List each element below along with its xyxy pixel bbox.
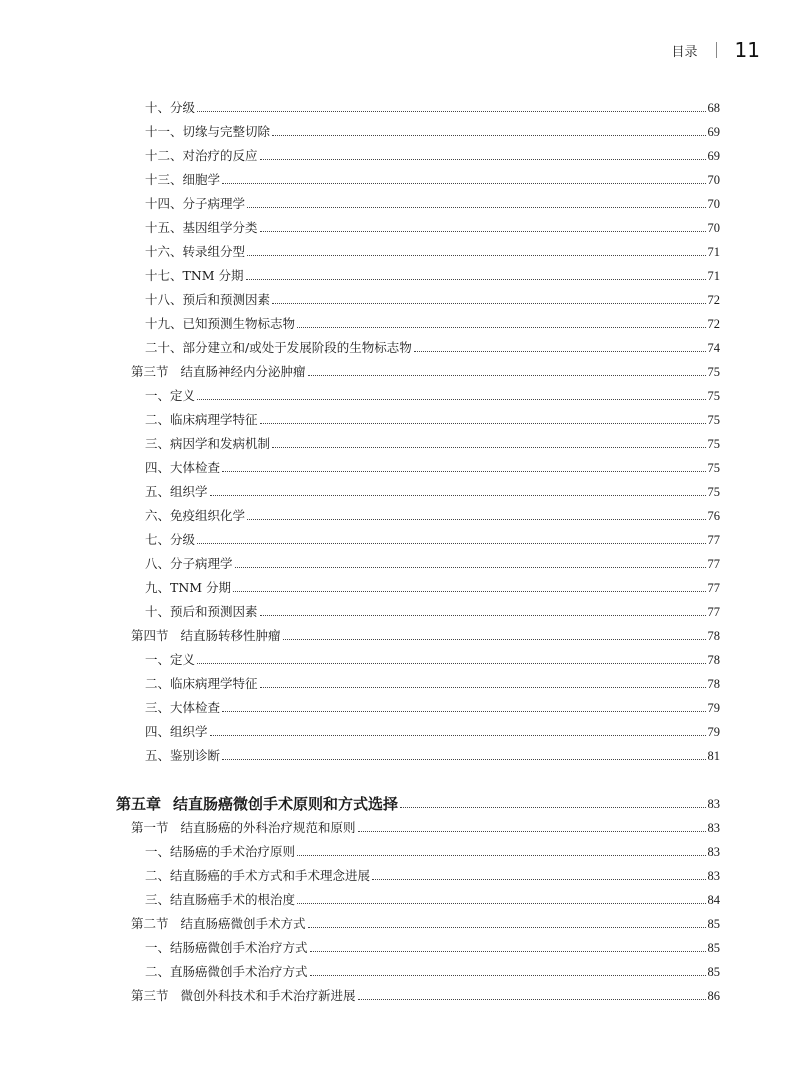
running-header <box>672 38 760 62</box>
toc-entry-text: 四、组织学 <box>145 724 208 739</box>
toc-entry-page: 78 <box>707 629 720 643</box>
dot-leader <box>260 687 706 688</box>
toc-entry-label <box>145 532 195 548</box>
toc-entry-label <box>145 868 370 884</box>
toc-entry-label <box>145 892 295 908</box>
dot-leader <box>235 567 706 568</box>
toc-entry-label <box>145 748 220 764</box>
toc-entry-text: 三、病因学和发病机制 <box>145 436 271 451</box>
dot-leader <box>272 303 705 304</box>
toc-item-row <box>145 264 720 284</box>
toc-entry-page: 86 <box>707 989 720 1003</box>
toc-entry-label <box>145 100 195 116</box>
dot-leader <box>246 279 706 280</box>
dot-leader <box>247 255 705 256</box>
toc-entry-page: 75 <box>707 365 720 379</box>
toc-entry-text: 二、临床病理学特征 <box>145 412 258 427</box>
toc-item-row <box>145 672 720 692</box>
toc-item-row <box>145 528 720 548</box>
toc-item-row <box>145 408 720 428</box>
dot-leader <box>260 423 706 424</box>
toc-entry-page: 79 <box>707 701 720 715</box>
toc-entry-page: 72 <box>707 317 720 331</box>
toc-entry-page: 70 <box>707 221 720 235</box>
toc-section-row <box>131 360 720 380</box>
toc-entry-label <box>145 316 295 332</box>
toc-entry-text: 三、结直肠癌手术的根治度 <box>145 892 296 907</box>
toc-entry-page: 77 <box>707 581 720 595</box>
toc-item-row <box>145 840 720 860</box>
dot-leader <box>260 231 706 232</box>
toc-entry-label <box>145 508 245 524</box>
toc-entry-text: 微创外科技术和手术治疗新进展 <box>180 988 356 1003</box>
toc-entry-text: 十八、预后和预测因素 <box>145 292 271 307</box>
dot-leader <box>222 471 705 472</box>
toc-item-row <box>145 216 720 236</box>
dot-leader <box>197 399 705 400</box>
toc-entry-label <box>145 724 208 740</box>
toc-entry-text: 一、结肠癌微创手术治疗方式 <box>145 940 308 955</box>
toc-entry-page: 85 <box>707 917 720 931</box>
toc-item-row <box>145 432 720 452</box>
toc-entry-page: 83 <box>707 821 720 835</box>
dot-leader <box>297 327 705 328</box>
toc-entry-label <box>145 580 231 596</box>
dot-leader <box>260 159 706 160</box>
toc-entry-page: 85 <box>707 941 720 955</box>
dot-leader <box>283 639 706 640</box>
toc-entry-label <box>145 412 258 428</box>
toc-entry-page: 81 <box>707 749 720 763</box>
dot-leader <box>222 711 705 712</box>
dot-leader <box>197 663 705 664</box>
toc-entry-label <box>145 220 258 236</box>
toc-entry-text: 结直肠癌的外科治疗规范和原则 <box>180 820 356 835</box>
toc-entry-text: 十、预后和预测因素 <box>145 604 258 619</box>
toc-entry-label <box>145 652 195 668</box>
toc-entry-label <box>145 556 233 572</box>
toc-item-row <box>145 960 720 980</box>
toc-entry-page: 77 <box>707 557 720 571</box>
toc-entry-page: 83 <box>707 845 720 859</box>
toc-entry-text: 十六、转录组分型 <box>145 244 246 259</box>
dot-leader <box>247 519 705 520</box>
toc-entry-label <box>116 796 398 812</box>
dot-leader <box>260 615 706 616</box>
toc-entry-text: 十一、切缘与完整切除 <box>145 124 271 139</box>
toc-entry-page: 79 <box>707 725 720 739</box>
toc-entry-text: 结直肠癌微创手术方式 <box>180 916 306 931</box>
toc-entry-label <box>145 676 258 692</box>
toc-entry-text: 九、TNM 分期 <box>145 580 232 595</box>
toc-entry-label <box>145 268 244 284</box>
toc-entry-tag: 第二节 <box>131 916 169 931</box>
dot-leader <box>247 207 705 208</box>
toc-entry-tag: 第一节 <box>131 820 169 835</box>
dot-leader <box>308 927 706 928</box>
toc-entry-text: 七、分级 <box>145 532 196 547</box>
toc-entry-label <box>145 148 258 164</box>
dot-leader <box>222 183 705 184</box>
toc-entry-label <box>145 172 220 188</box>
dot-leader <box>358 999 706 1000</box>
header-title: 目录 <box>671 44 698 60</box>
toc-item-row <box>145 336 720 356</box>
toc-item-row <box>145 96 720 116</box>
toc-entry-page: 70 <box>707 197 720 211</box>
toc-entry-text: 十九、已知预测生物标志物 <box>145 316 296 331</box>
toc-entry-text: 一、结肠癌的手术治疗原则 <box>145 844 296 859</box>
toc-entry-text: 十五、基因组学分类 <box>145 220 258 235</box>
toc-entry-text: 结直肠癌微创手术原则和方式选择 <box>173 795 399 813</box>
toc-entry-page: 84 <box>707 893 720 907</box>
toc-section-row <box>131 624 720 644</box>
toc-entry-label <box>131 820 356 836</box>
header-divider <box>716 42 717 58</box>
toc-entry-text: 二、临床病理学特征 <box>145 676 258 691</box>
toc-entry-text: 三、大体检查 <box>145 700 221 715</box>
toc-entry-label <box>131 364 306 380</box>
toc-entry-page: 83 <box>707 869 720 883</box>
toc-entry-text: 五、鉴别诊断 <box>145 748 221 763</box>
toc-item-row <box>145 864 720 884</box>
toc-entry-label <box>145 340 412 356</box>
toc-entry-page: 75 <box>707 437 720 451</box>
toc-entry-text: 二、直肠癌微创手术治疗方式 <box>145 964 308 979</box>
toc-entry-page: 69 <box>707 125 720 139</box>
toc-entry-label <box>145 196 245 212</box>
toc-item-row <box>145 720 720 740</box>
toc-entry-page: 69 <box>707 149 720 163</box>
toc-item-row <box>145 168 720 188</box>
toc-entry-page: 78 <box>707 653 720 667</box>
toc-entry-page: 75 <box>707 461 720 475</box>
toc-item-row <box>145 312 720 332</box>
dot-leader <box>197 111 705 112</box>
toc-entry-text: 二十、部分建立和/或处于发展阶段的生物标志物 <box>145 340 412 355</box>
toc-entry-label <box>145 700 220 716</box>
toc-entry-page: 72 <box>707 293 720 307</box>
toc-entry-label <box>131 916 306 932</box>
toc-entry-tag: 第五章 <box>116 795 162 813</box>
dot-leader <box>197 543 705 544</box>
dot-leader <box>372 879 705 880</box>
toc-entry-text: 十三、细胞学 <box>145 172 221 187</box>
dot-leader <box>233 591 705 592</box>
toc-entry-tag: 第三节 <box>131 988 169 1003</box>
dot-leader <box>222 759 705 760</box>
toc-section-row <box>131 816 720 836</box>
dot-leader <box>297 855 705 856</box>
toc-entry-text: 十七、TNM 分期 <box>145 268 244 283</box>
toc-entry-label <box>145 124 270 140</box>
dot-leader <box>308 375 706 376</box>
dot-leader <box>272 135 705 136</box>
toc-entry-page: 77 <box>707 605 720 619</box>
toc-item-row <box>145 744 720 764</box>
toc-entry-label <box>131 628 281 644</box>
toc-entry-text: 五、组织学 <box>145 484 208 499</box>
toc-item-row <box>145 552 720 572</box>
toc-entry-label <box>145 388 195 404</box>
toc-entry-page: 75 <box>707 485 720 499</box>
toc-item-row <box>145 576 720 596</box>
toc-item-row <box>145 648 720 668</box>
toc-entry-page: 85 <box>707 965 720 979</box>
toc-entry-page: 78 <box>707 677 720 691</box>
toc-item-row <box>145 288 720 308</box>
toc-entry-page: 75 <box>707 389 720 403</box>
toc-item-row <box>145 456 720 476</box>
toc-item-row <box>145 696 720 716</box>
toc-entry-label <box>145 244 245 260</box>
dot-leader <box>414 351 706 352</box>
toc-entry-page: 71 <box>707 245 720 259</box>
toc-entry-text: 十四、分子病理学 <box>145 196 246 211</box>
toc-item-row <box>145 480 720 500</box>
dot-leader <box>272 447 705 448</box>
toc-chapter-row <box>116 792 720 812</box>
toc-entry-text: 结直肠转移性肿瘤 <box>180 628 281 643</box>
toc-item-row <box>145 600 720 620</box>
toc-item-row <box>145 384 720 404</box>
toc-entry-text: 十二、对治疗的反应 <box>145 148 258 163</box>
toc-entry-label <box>145 844 295 860</box>
toc-entry-page: 77 <box>707 533 720 547</box>
toc-entry-text: 四、大体检查 <box>145 460 221 475</box>
dot-leader <box>210 495 706 496</box>
toc-entry-tag: 第三节 <box>131 364 169 379</box>
toc-item-row <box>145 192 720 212</box>
toc-entry-page: 83 <box>707 797 720 811</box>
toc-entry-text: 八、分子病理学 <box>145 556 233 571</box>
toc-entry-label <box>145 964 308 980</box>
toc-entry-label <box>145 604 258 620</box>
dot-leader <box>310 975 706 976</box>
toc-entry-text: 结直肠神经内分泌肿瘤 <box>180 364 306 379</box>
dot-leader <box>210 735 706 736</box>
toc-item-row <box>145 936 720 956</box>
toc-entry-page: 71 <box>707 269 720 283</box>
toc-entry-page: 70 <box>707 173 720 187</box>
toc-entry-label <box>145 460 220 476</box>
toc-entry-label <box>145 940 308 956</box>
dot-leader <box>310 951 706 952</box>
toc-item-row <box>145 144 720 164</box>
dot-leader <box>358 831 706 832</box>
dot-leader <box>400 807 705 808</box>
dot-leader <box>297 903 705 904</box>
toc-item-row <box>145 888 720 908</box>
toc-entry-text: 十、分级 <box>145 100 196 115</box>
toc-entry-label <box>145 484 208 500</box>
page-number: 11 <box>734 38 760 62</box>
toc-entry-page: 68 <box>707 101 720 115</box>
toc-section-row <box>131 984 720 1004</box>
toc-entry-text: 一、定义 <box>145 652 196 667</box>
toc-entry-page: 74 <box>707 341 720 355</box>
toc-item-row <box>145 240 720 260</box>
toc-entry-text: 六、免疫组织化学 <box>145 508 246 523</box>
toc-item-row <box>145 504 720 524</box>
toc-entry-text: 二、结直肠癌的手术方式和手术理念进展 <box>145 868 371 883</box>
toc-entry-text: 一、定义 <box>145 388 196 403</box>
toc-entry-label <box>131 988 356 1004</box>
toc-entry-tag: 第四节 <box>131 628 169 643</box>
toc-entry-label <box>145 292 270 308</box>
toc-entry-label <box>145 436 270 452</box>
toc-entry-page: 75 <box>707 413 720 427</box>
toc-section-row <box>131 912 720 932</box>
toc-entry-page: 76 <box>707 509 720 523</box>
toc-item-row <box>145 120 720 140</box>
